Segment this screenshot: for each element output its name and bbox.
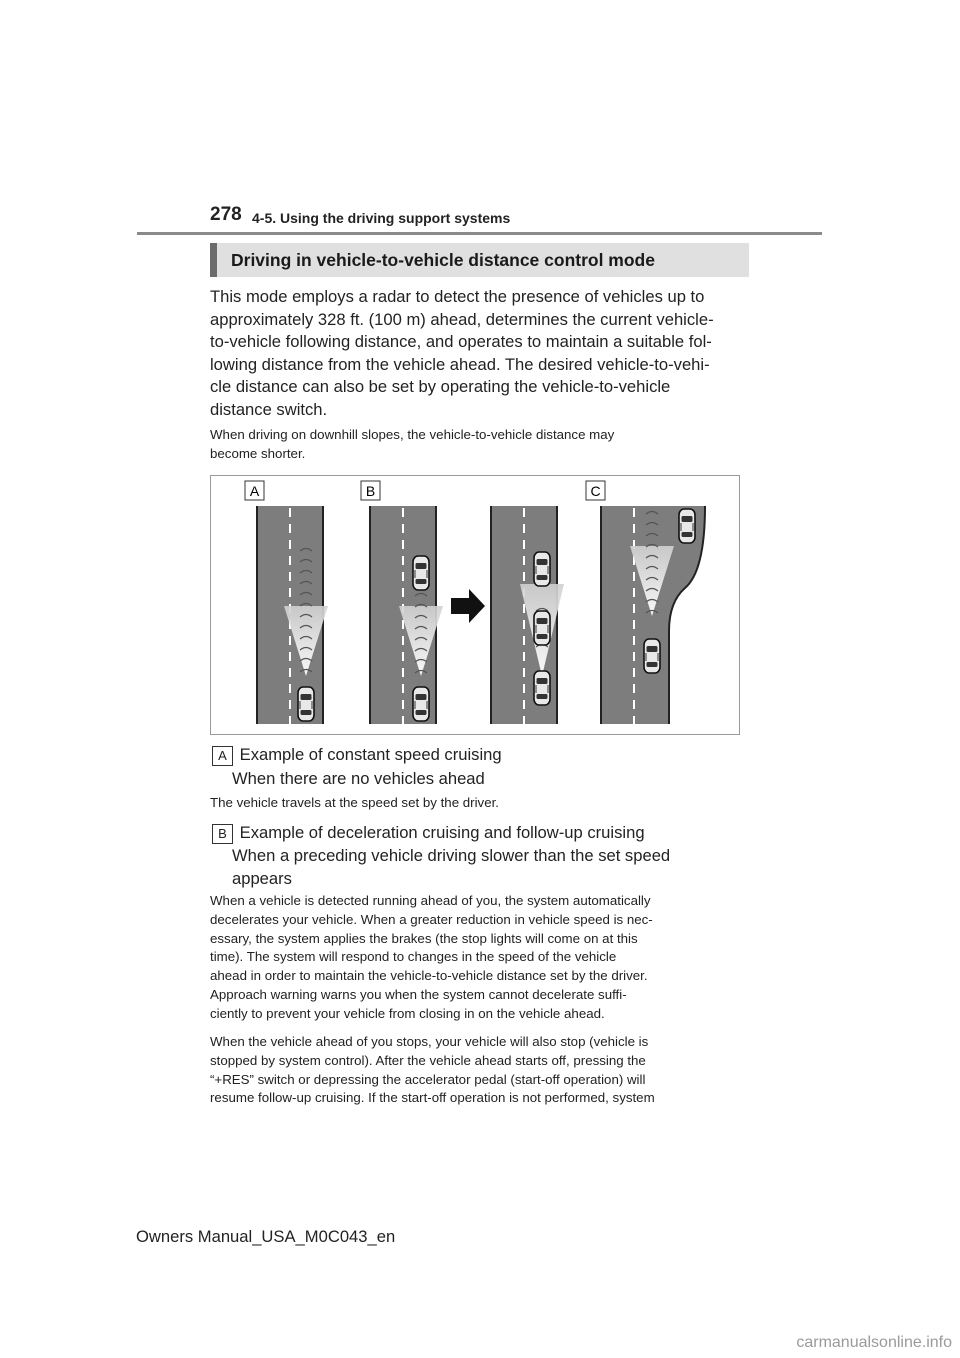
own-car-c xyxy=(644,639,660,673)
footer-text: Owners Manual_USA_M0C043_en xyxy=(136,1227,396,1246)
caption-a-title-row xyxy=(212,744,502,767)
merging-car-c xyxy=(679,509,695,543)
para-line: resume follow-up cruising. If the start-off operation is not performed, system xyxy=(210,1090,655,1106)
downhill-note xyxy=(210,426,750,464)
caption-b-paragraph-2 xyxy=(210,1033,750,1108)
caption-b-subtitle-line: When a preceding vehicle driving slower than the set speed xyxy=(232,846,671,865)
intro-paragraph xyxy=(210,286,750,422)
caption-b-title: Example of deceleration cruising and follow-up cruising xyxy=(239,823,645,842)
label-c-text: C xyxy=(590,483,601,499)
header-divider xyxy=(137,232,822,235)
cruise-illustration xyxy=(210,475,740,735)
road-b xyxy=(369,506,443,724)
para-line: ciently to prevent your vehicle from closing in on the vehicle ahead. xyxy=(210,1005,605,1021)
road-b2 xyxy=(490,506,564,724)
panel-label-c xyxy=(586,481,605,500)
intro-line: cle distance can also be set by operating the vehicle-to-vehicle xyxy=(210,377,671,397)
para-line: time). The system will respond to changes in the speed of the vehicle xyxy=(210,949,617,965)
label-a-text: A xyxy=(249,483,260,499)
watermark: carmanualsonline.info xyxy=(796,1334,952,1351)
para-line: essary, the system applies the brakes (the stop lights will come on at this xyxy=(210,930,638,946)
intro-line: distance switch. xyxy=(210,399,328,419)
caption-a-box: A xyxy=(212,746,233,766)
heading-bar xyxy=(210,243,749,277)
para-line: decelerates your vehicle. When a greater reduction in vehicle speed is nec- xyxy=(210,911,653,927)
para-line: “+RES” switch or depressing the accelerator pedal (start-off operation) will xyxy=(210,1071,646,1087)
preceding-car-b2 xyxy=(534,552,550,586)
page-number: 278 xyxy=(210,204,242,225)
own-car-a xyxy=(298,687,314,721)
para-line: stopped by system control). After the vehicle ahead starts off, pressing the xyxy=(210,1052,646,1068)
para-line: ahead in order to maintain the vehicle-to-vehicle distance set by the driver. xyxy=(210,968,648,984)
para-line: Approach warning warns you when the system cannot decelerate suffi- xyxy=(210,986,627,1002)
caption-a-text: The vehicle travels at the speed set by the driver. xyxy=(210,795,499,810)
note-line: When driving on downhill slopes, the vehicle-to-vehicle distance may xyxy=(210,427,615,442)
transition-arrow xyxy=(451,589,485,623)
label-b-text: B xyxy=(365,483,376,499)
caption-b-title-row xyxy=(212,822,645,845)
road-a xyxy=(256,506,328,724)
note-line: become shorter. xyxy=(210,445,306,461)
caption-a-title: Example of constant speed cruising xyxy=(239,745,502,764)
panel-label-b xyxy=(361,481,380,500)
heading-title: Driving in vehicle-to-vehicle distance control mode xyxy=(231,250,655,270)
caption-a-subtitle: When there are no vehicles ahead xyxy=(232,769,485,788)
intro-line: approximately 328 ft. (100 m) ahead, determines the current vehicle- xyxy=(210,309,714,329)
road-diagram xyxy=(211,476,741,736)
panel-label-a xyxy=(245,481,264,500)
section-title: 4-5. Using the driving support systems xyxy=(252,210,511,226)
road-c xyxy=(600,506,705,724)
own-car-b xyxy=(413,687,429,721)
caption-b-subtitle-line: appears xyxy=(232,868,292,888)
caption-b-box: B xyxy=(212,824,233,844)
preceding-car-b xyxy=(413,556,429,590)
caption-b-paragraph-1 xyxy=(210,892,750,1024)
own-car-b2 xyxy=(534,671,550,705)
intro-line: This mode employs a radar to detect the presence of vehicles up to xyxy=(210,287,705,306)
para-line: When the vehicle ahead of you stops, your vehicle will also stop (vehicle is xyxy=(210,1034,649,1049)
para-line: When a vehicle is detected running ahead of you, the system automatically xyxy=(210,893,651,908)
middle-car-b2 xyxy=(534,611,550,645)
intro-line: lowing distance from the vehicle ahead. The desired vehicle-to-vehi- xyxy=(210,354,710,374)
intro-line: to-vehicle following distance, and operates to maintain a suitable fol- xyxy=(210,332,712,352)
caption-b-subtitle xyxy=(232,845,752,890)
